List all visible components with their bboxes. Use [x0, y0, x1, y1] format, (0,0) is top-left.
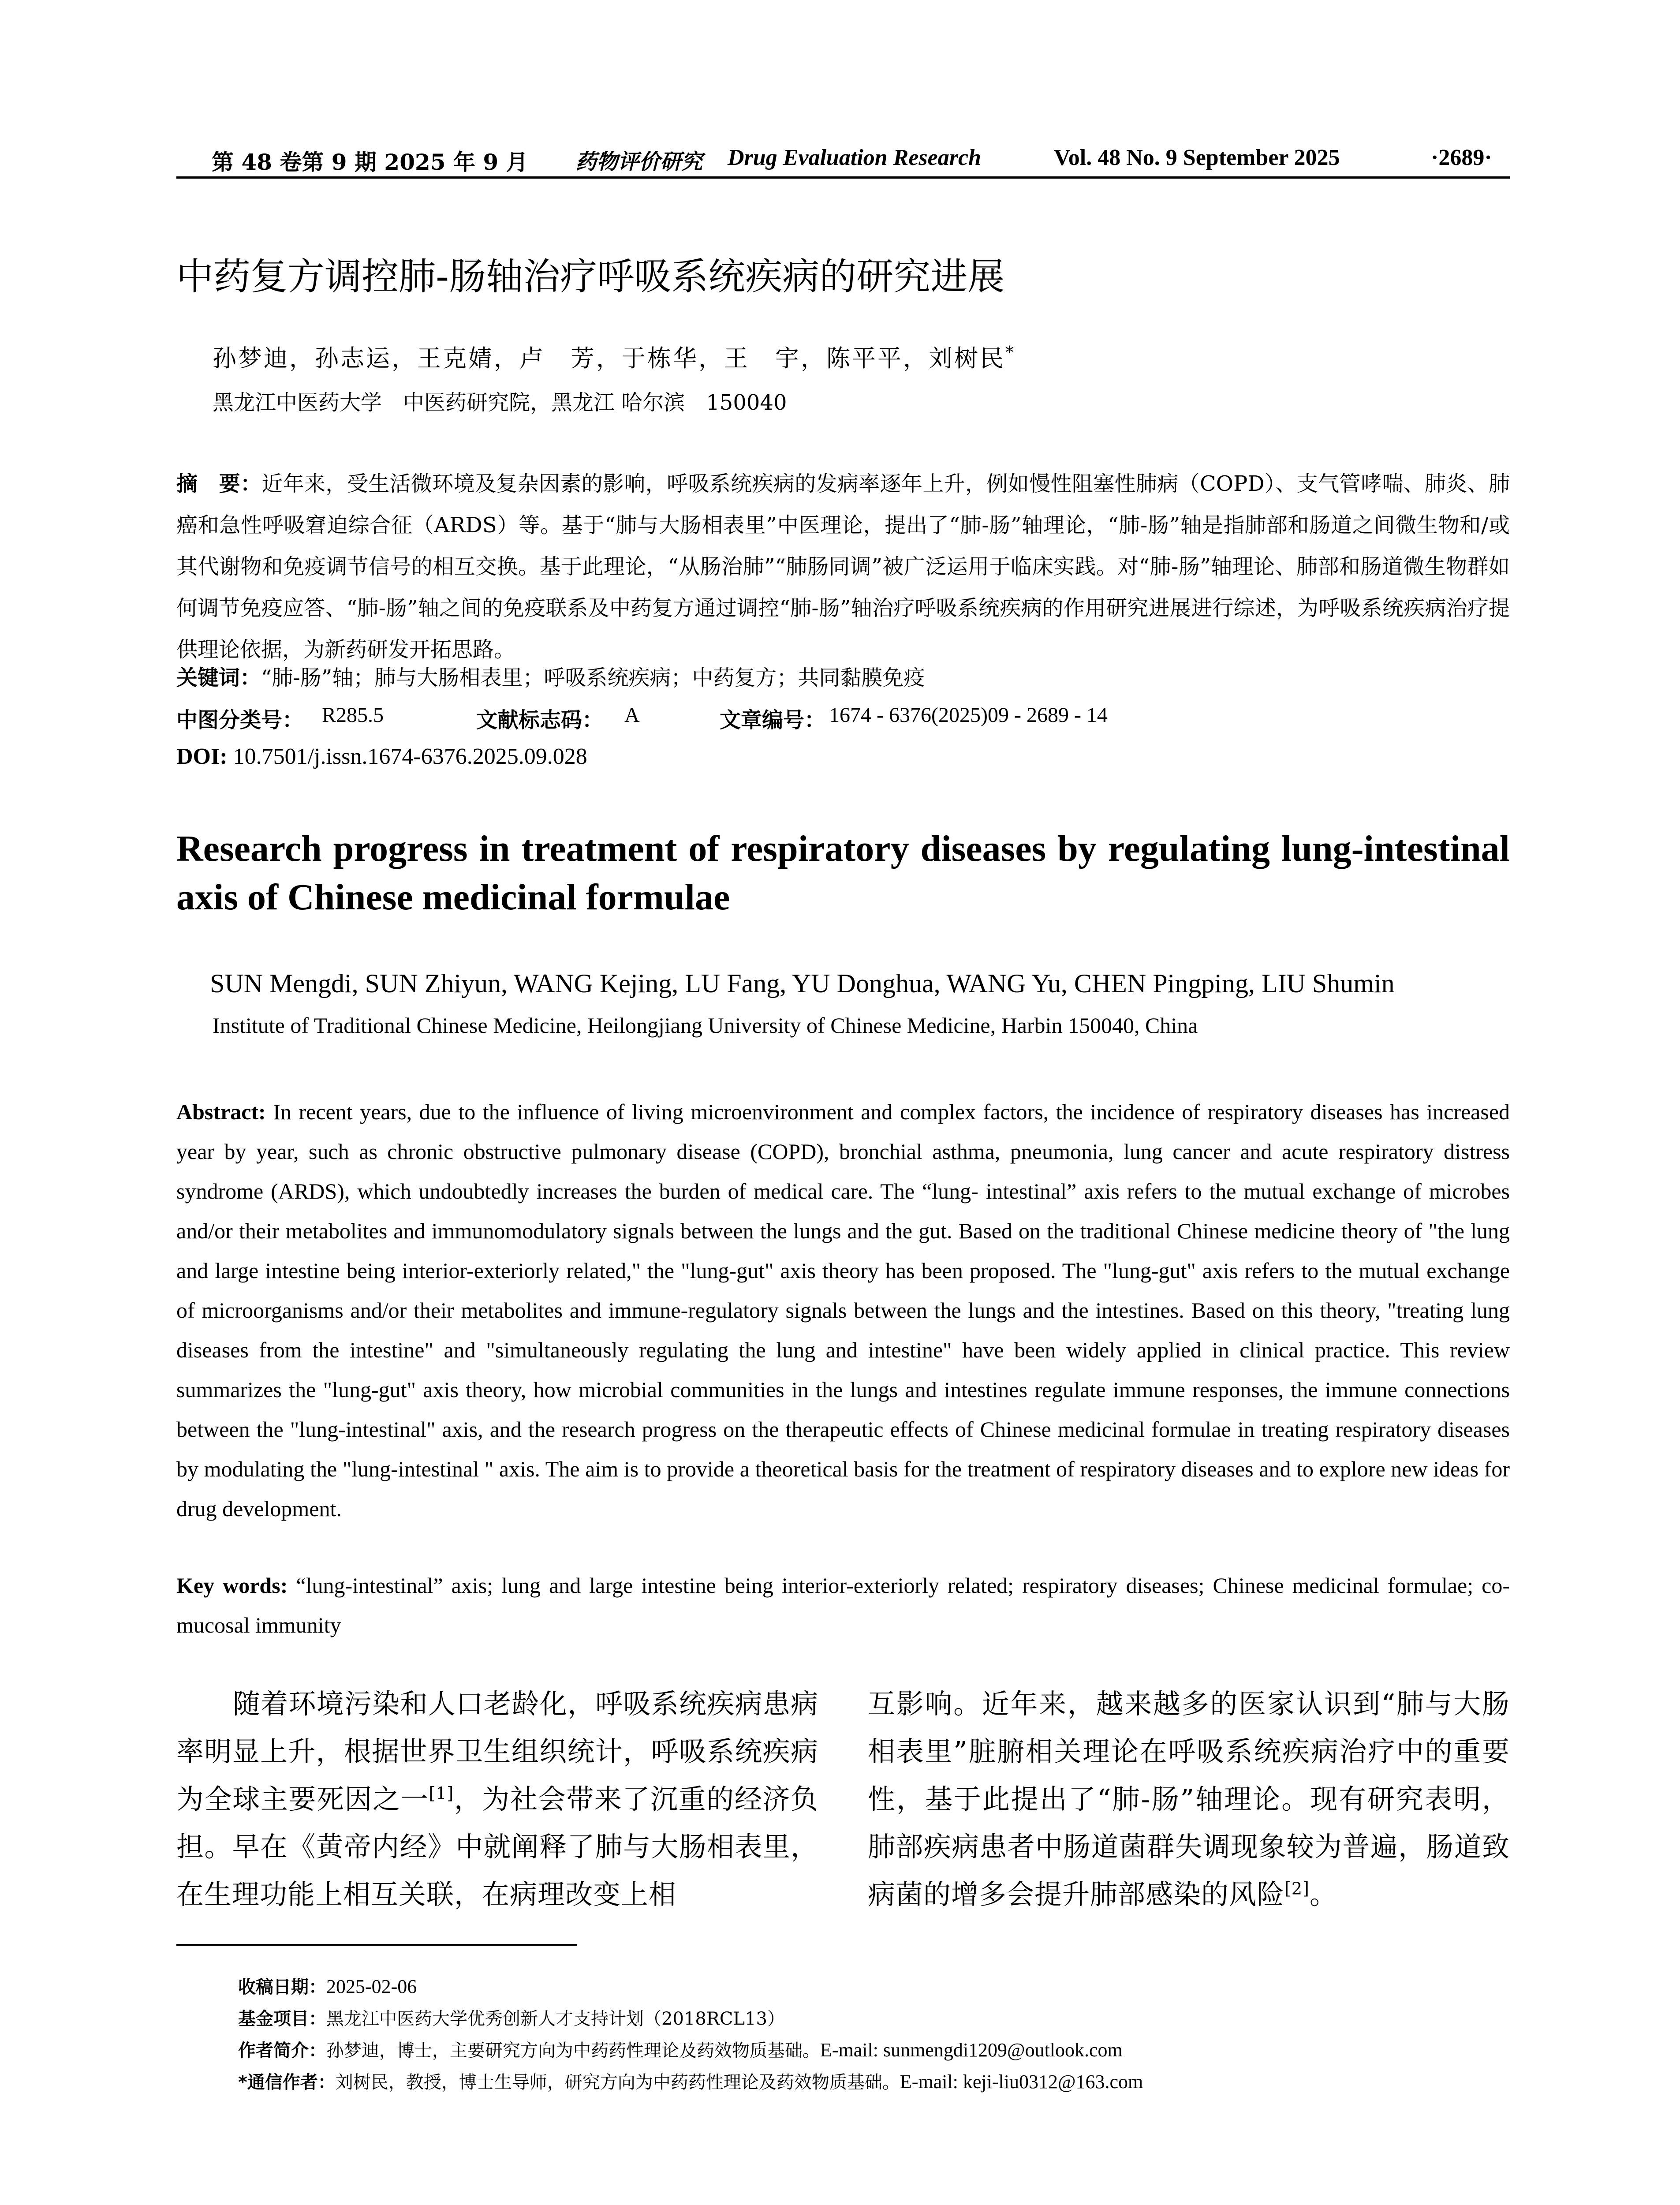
abstract-cn-label: 摘 要： [176, 471, 262, 496]
affiliation-en: Institute of Traditional Chinese Medicine, Heilongjiang University of Chinese Medicine, Harbin 150040, China [213, 1013, 1198, 1038]
keywords-en-text: “lung-intestinal” axis; lung and large intestine being interior-exteriorly related; respiratory diseases; Chinese medicinal formulae; co-mucosal immunity [176, 1573, 1510, 1637]
abstract-cn [176, 463, 1510, 670]
footnote-rule [176, 1944, 577, 1946]
keywords-en [176, 1566, 1510, 1645]
doc-code-value: A [624, 703, 640, 727]
fund-label: 基金项目： [238, 2009, 326, 2029]
title-cn: 中药复方调控肺-肠轴治疗呼吸系统疾病的研究进展 [176, 255, 1005, 298]
body-column-left [176, 1680, 818, 1918]
footnote-author [238, 2037, 1508, 2062]
keywords-cn [176, 661, 1510, 691]
received-value: 2025-02-06 [326, 1976, 417, 1997]
header-volume: Vol. 48 No. 9 September 2025 [1054, 145, 1340, 170]
clc-label: 中图分类号： [176, 708, 304, 733]
article-no-label: 文章编号： [720, 708, 826, 733]
body-right-text-b: 。 [1309, 1878, 1337, 1910]
abstract-en-text: In recent years, due to the influence of living microenvironment and complex factors, the incidence of respiratory diseases has increased year by year, such as chronic obstructive pulmonary disease (COPD), bronchial asthma, pneumonia, lung cancer and acute respiratory distress syndrome (ARDS), which undoubtedly increases the burden of medical care. The “lung- intestinal” axis refers to the mutual exchange of microbes and/or their metabolites and immunomodulatory signals between the lungs and the gut. Based on the traditional Chinese medicine theory of "the lung and large intestine being interior-exteriorly related," the "lung-gut" axis theory has been proposed. The "lung-gut" axis refers to the mutual exchange of microorganisms and/or their metabolites and immune-regulatory signals between the lungs and the intestines. Based on this theory, "treating lung diseases from the intestine" and "simultaneously regulating the lung and intestine" have been widely applied in clinical practice. This review summarizes the "lung-gut" axis theory, how microbial communities in the lungs and intestines regulate immune responses, the immune connections between the "lung-intestinal" axis, and the research progress on the therapeutic effects of Chinese medicinal formulae in treating respiratory diseases by modulating the "lung-intestinal " axis. The aim is to provide a theoretical basis for the treatment of respiratory diseases and to explore new ideas for drug development. [176, 1099, 1510, 1521]
body-column-right [868, 1680, 1510, 1918]
clc-value: R285.5 [322, 703, 384, 727]
abstract-en [176, 1092, 1510, 1529]
citation-2[interactable]: [2] [1284, 1879, 1310, 1899]
keywords-cn-label: 关键词： [176, 665, 261, 690]
received-label: 收稿日期： [238, 1977, 326, 1997]
corresponding-label: *通信作者： [238, 2072, 336, 2093]
author-email[interactable]: E-mail: sunmengdi1209@outlook.com [820, 2039, 1123, 2061]
abstract-cn-text: 近年来，受生活微环境及复杂因素的影响，呼吸系统疾病的发病率逐年上升，例如慢性阻塞性肺病（COPD）、支气管哮喘、肺炎、肺癌和急性呼吸窘迫综合征（ARDS）等。基于“肺与大肠相表里”中医理论，提出了“肺-肠”轴理论，“肺-肠”轴是指肺部和肠道之间微生物和/或其代谢物和免疫调节信号的相互交换。基于此理论，“从肠治肺”“肺肠同调”被广泛运用于临床实践。对“肺-肠”轴理论、肺部和肠道微生物群如何调节免疫应答、“肺-肠”轴之间的免疫联系及中药复方通过调控“肺-肠”轴治疗呼吸系统疾病的作用研究进展进行综述，为呼吸系统疾病治疗提供理论依据，为新药研发开拓思路。 [176, 471, 1510, 662]
abstract-en-label: Abstract: [176, 1099, 266, 1124]
authors-en: SUN Mengdi, SUN Zhiyun, WANG Kejing, LU Fang, YU Donghua, WANG Yu, CHEN Pingping, LIU Shumin [210, 969, 1395, 998]
authors-cn-names: 孙梦迪，孙志运，王克婧，卢 芳，于栋华，王 宇，陈平平，刘树民 [213, 344, 1005, 372]
doi-label: DOI: [176, 744, 228, 769]
footnote-received [238, 1973, 1508, 1998]
keywords-cn-text: “肺-肠”轴；肺与大肠相表里；呼吸系统疾病；中药复方；共同黏膜免疫 [261, 665, 925, 690]
corresponding-value: 刘树民，教授，博士生导师，研究方向为中药药性理论及药效物质基础。 [335, 2072, 900, 2093]
doi [176, 744, 587, 770]
body-left-text-b: ，为社会带来了沉重的经济负担。早在《黄帝内经》中就阐释了肺与大肠相表里，在生理功能上相互关联，在病理改变上相 [176, 1783, 818, 1910]
article-no-value: 1674 - 6376(2025)09 - 2689 - 14 [829, 703, 1108, 727]
author-bio-label: 作者简介： [238, 2041, 326, 2061]
affiliation-cn: 黑龙江中医药大学 中医药研究院，黑龙江 哈尔滨 150040 [213, 390, 787, 415]
journal-logo: 药物评价研究 [575, 149, 703, 174]
corresponding-mark: * [1005, 343, 1015, 362]
body-left-text-a: 随着环境污染和人口老龄化，呼吸系统疾病患病率明显上升，根据世界卫生组织统计，呼吸系统疾病为全球主要死因之一 [176, 1688, 818, 1815]
title-en: Research progress in treatment of respiratory diseases by regulating lung-intestinal axis of Chinese medicinal formulae [176, 828, 1510, 918]
footnote-corresponding [238, 2068, 1508, 2093]
header-rule [176, 176, 1510, 179]
running-header [176, 140, 1510, 180]
doi-value: 10.7501/j.issn.1674-6376.2025.09.028 [233, 744, 587, 769]
keywords-en-label: Key words: [176, 1573, 288, 1598]
classification-row [176, 703, 1510, 734]
footnote-fund [238, 2005, 1508, 2030]
doc-code-label: 文献标志码： [476, 708, 604, 733]
citation-1[interactable]: [1] [429, 1783, 454, 1803]
author-bio-value: 孙梦迪，博士，主要研究方向为中药药性理论及药效物质基础。 [326, 2041, 820, 2061]
fund-value: 黑龙江中医药大学优秀创新人才支持计划（2018RCL13） [326, 2009, 785, 2029]
corresponding-email[interactable]: E-mail: keji-liu0312@163.com [900, 2071, 1143, 2093]
body-right-text-a: 互影响。近年来，越来越多的医家认识到“肺与大肠相表里”脏腑相关理论在呼吸系统疾病治疗中的重要性，基于此提出了“肺-肠”轴理论。现有研究表明，肺部疾病患者中肠道菌群失调现象较为普遍，肠道致病菌的增多会提升肺部感染的风险 [868, 1688, 1510, 1910]
header-issue-cn: 第 48 卷第 9 期 2025 年 9 月 [212, 149, 528, 175]
authors-cn [213, 340, 1015, 374]
header-page-number: ·2689· [1431, 145, 1492, 170]
header-journal-name: Drug Evaluation Research [728, 145, 981, 170]
